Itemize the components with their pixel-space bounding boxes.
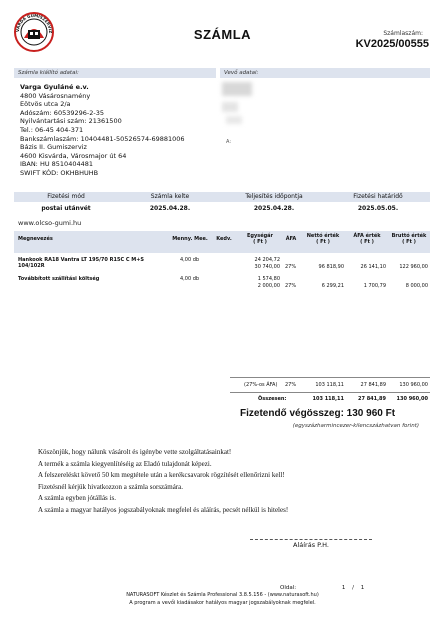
- document-title: SZÁMLA: [193, 27, 252, 42]
- website: www.olcso-gumi.hu: [18, 219, 82, 227]
- redacted-buyer-block-3: [226, 116, 242, 124]
- item-1-vat-value: 26 141,10: [360, 264, 386, 270]
- th-net: Nettó érték ( Ft ): [306, 233, 340, 245]
- page-indicator: [280, 585, 364, 591]
- page-separator: /: [352, 585, 354, 591]
- vat-summary-rate: 27%: [285, 382, 297, 388]
- message-line: A számla a magyar hatályos jogszabályoknak megfelel és aláírás, pecsét nélkül is hiteles!: [38, 505, 289, 514]
- item-1-unit-net: 24 204,72: [254, 257, 280, 263]
- invoice-number-label: Számlaszám:: [383, 30, 423, 37]
- item-2-gross: 8 000,00: [405, 283, 428, 289]
- total-label: Összesen:: [258, 396, 287, 402]
- issuer-city: 4800 Vásárosnamény: [20, 91, 91, 100]
- th-vat: ÁFA: [285, 236, 297, 242]
- item-1-net: 96 818,90: [318, 264, 344, 270]
- page-total: 1: [360, 585, 365, 591]
- summary-divider-top: [230, 377, 430, 378]
- th-name: Megnevezés: [18, 236, 53, 242]
- payable-total: Fizetendő végösszeg: 130 960 Ft: [240, 408, 396, 419]
- issuer-details: [20, 83, 185, 178]
- issuer-bank: Bankszámlaszám: 10404481-50526574-69881006: [20, 134, 185, 143]
- issuer-swift: SWIFT KÓD: OKHBHUHB: [20, 168, 99, 177]
- invoice-date-value: 2025.04.28.: [149, 205, 191, 212]
- issuer-branch-address: 4600 Kisvárda, Városmajor út 64: [20, 151, 127, 160]
- fulfillment-date-value: 2025.04.28.: [253, 205, 295, 212]
- th-gross: Bruttó érték ( Ft ): [391, 233, 427, 245]
- total-gross: 130 960,00: [396, 396, 428, 402]
- issuer-bar: [14, 68, 216, 78]
- due-date-value: 2025.05.05.: [357, 205, 399, 212]
- invoice-number: KV2025/00555: [355, 38, 429, 50]
- redacted-buyer-block: [222, 82, 252, 96]
- fulfillment-date-header: Teljesítés időpontja: [245, 193, 303, 200]
- footer-software: NATURASOFT Készlet és Számla Professional 3.8.5.156 - (www.naturasoft.hu): [126, 592, 319, 598]
- signature-label: Aláírás P.H.: [293, 541, 329, 549]
- logo-ring-text: VÁRDA GUMISZERVIZ: [14, 12, 54, 34]
- item-1-qty: 4,00 db: [180, 257, 200, 263]
- total-vat: 27 841,89: [358, 396, 386, 402]
- issuer-street: Eötvös utca 2/a: [20, 100, 71, 109]
- payable-total-in-words: (egyszázharmincezer-kilencszázhatvan forint): [292, 423, 419, 429]
- page-label: Oldal:: [280, 585, 297, 591]
- item-2-vat-value: 1 700,79: [363, 283, 386, 289]
- issuer-reg: Nyilvántartási szám: 21361500: [20, 117, 122, 126]
- issuer-label: Számla kiállító adatai:: [18, 69, 79, 76]
- th-vat-value: ÁFA érték ( Ft ): [353, 233, 381, 245]
- item-2-qty: 4,00 db: [180, 276, 200, 282]
- payment-method-header: Fizetési mód: [47, 193, 85, 200]
- signature-line: [250, 539, 372, 540]
- issuer-tax: Adószám: 60539296-2-35: [20, 108, 104, 117]
- buyer-label: Vevő adatai:: [224, 69, 259, 76]
- item-2-name: Továbbított szállítási költség: [18, 276, 100, 282]
- message-line: Köszönjük, hogy nálunk vásárolt és igénybe vette szolgáltatásainkat!: [38, 448, 232, 456]
- item-1-unit-gross: 30 740,00: [254, 264, 280, 270]
- issuer-name: Varga Gyuláné e.v.: [20, 83, 89, 91]
- footer-legal: A program a vevői kiadásakor hatályos magyar jogszabályoknak megfelel.: [129, 600, 316, 606]
- vat-summary-vat: 27 841,89: [360, 382, 386, 388]
- th-discount: Kedv.: [216, 236, 232, 242]
- issuer-branch: Bázis II. Gumiszerviz: [20, 143, 87, 152]
- message-line: A számla egyben jótállás is.: [38, 494, 116, 503]
- item-1-gross: 122 960,00: [399, 264, 428, 270]
- item-1-name: Hankook RA18 Vantra LT 195/70 R15C C M+S 104/102R: [18, 257, 145, 269]
- due-date-header: Fizetési határidő: [353, 193, 403, 200]
- total-net: 103 118,11: [312, 396, 344, 402]
- invoice-messages: [38, 447, 288, 517]
- item-2-unit-gross: 2 000,00: [257, 283, 280, 289]
- item-2-net: 6 299,21: [321, 283, 344, 289]
- th-unit-price: Egységár ( Ft ): [246, 233, 274, 245]
- message-line: A termék a számla kiegyenlítéséig az Eladó tulajdonát képezi.: [38, 459, 212, 468]
- message-line: Fizetésnél kérjük hivatkozzon a számla sorszámára.: [38, 482, 183, 491]
- summary-divider-bottom: [230, 392, 430, 393]
- page-number: 1: [341, 585, 346, 591]
- item-2-vat: 27%: [285, 283, 297, 289]
- message-line: A felszereléskt követő 50 km megtétele után a kerékcsavarok rögzítését ellenőrizni kell!: [38, 471, 285, 480]
- item-2-unit-net: 1 574,80: [257, 276, 280, 282]
- vat-summary-label: (27%-os ÁFA): [244, 382, 278, 388]
- invoice-date-header: Számla kelte: [150, 193, 190, 200]
- issuer-phone: Tel.: 06-45 404-371: [20, 125, 84, 134]
- payment-method-value: postai utánvét: [41, 205, 91, 212]
- vat-summary-gross: 130 960,00: [399, 382, 428, 388]
- vat-summary-net: 103 118,11: [315, 382, 344, 388]
- item-1-vat: 27%: [285, 264, 297, 270]
- buyer-bar: [220, 68, 430, 78]
- th-qty: Menny. Mee.: [172, 236, 208, 242]
- redacted-buyer-block-2: [222, 102, 238, 112]
- issuer-iban: IBAN: HU 8510404481: [20, 160, 94, 169]
- buyer-partial-text: A:: [226, 139, 232, 145]
